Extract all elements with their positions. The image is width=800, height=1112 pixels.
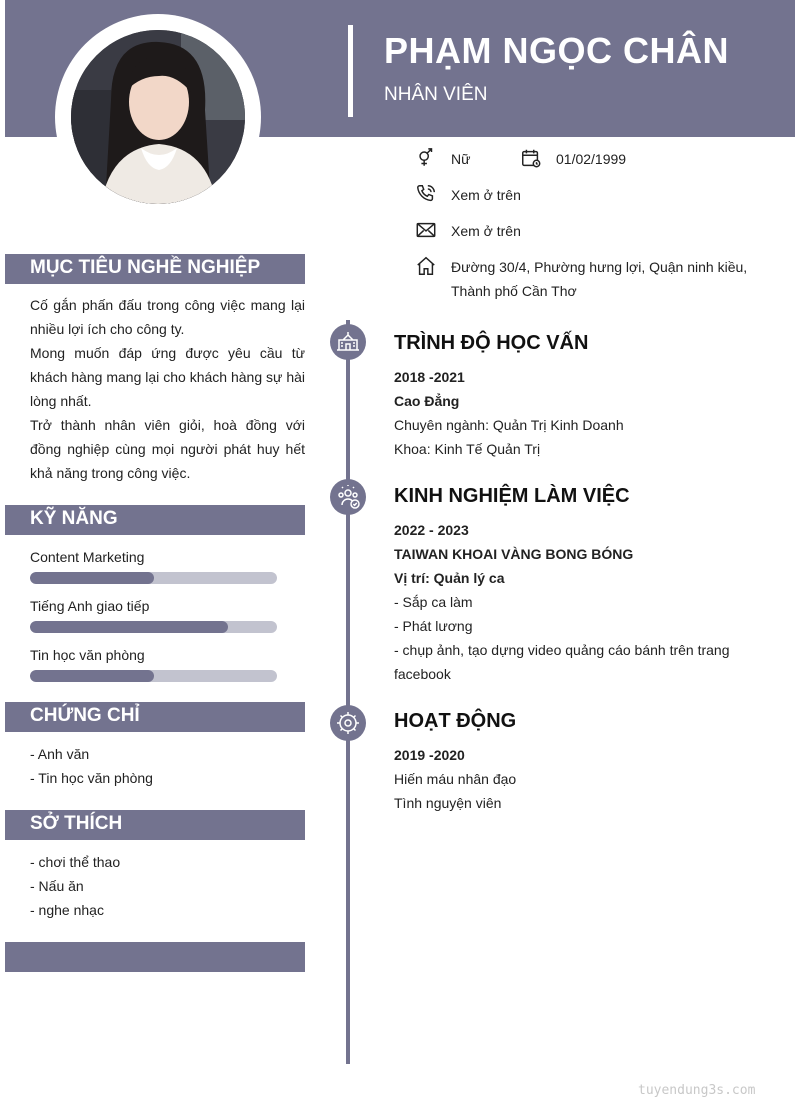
experience-duty: - Phát lương [394,618,473,634]
activity-icon [330,705,366,741]
birthday-value: 01/02/1999 [556,151,627,167]
skill-label: Content Marketing [30,549,145,565]
skill-bar-fill [30,621,228,633]
objective-title: MỤC TIÊU NGHỀ NGHIỆP [30,257,261,278]
team-icon [330,479,366,515]
objective-paragraph: Mong muốn đáp ứng được yêu cầu từ khách hàng mang lại cho khách hàng sự hài lòng nhất. [30,345,305,409]
gender-value: Nữ [451,151,471,167]
education-title: TRÌNH ĐỘ HỌC VẤN [394,332,589,354]
hobbies-title: SỞ THÍCH [30,813,123,834]
phone-value: Xem ở trên [451,187,521,203]
avatar [71,30,245,204]
candidate-name: PHẠM NGỌC CHÂN [384,30,729,71]
home-icon [415,255,437,277]
experience-duty: - Sắp ca làm [394,594,473,610]
name-divider [348,25,353,117]
education-school: Cao Đẳng [394,393,460,409]
certificates-title: CHỨNG CHỈ [30,705,140,726]
experience-title: KINH NGHIỆM LÀM VIỆC [394,485,630,507]
phone-icon [415,183,437,205]
hobby-item: - Nấu ăn [30,878,84,894]
school-icon [330,324,366,360]
hobbies-header [5,810,305,840]
objective-paragraph: Cố gắn phấn đấu trong công việc mang lại nhiều lợi ích cho công ty. [30,297,305,337]
activity-item: Hiến máu nhân đạo [394,771,517,787]
certificates-header [5,702,305,732]
skill-bar-fill [30,670,154,682]
skills-header [5,505,305,535]
gender-icon [415,147,437,169]
address-line-2: Thành phố Cần Thơ [451,283,577,299]
activities-title: HOẠT ĐỘNG [394,710,517,732]
skill-bar [30,572,277,584]
skill-bar-fill [30,572,154,584]
objective-header [5,254,305,284]
empty-section-bar [5,942,305,972]
skill-bar [30,621,277,633]
activity-item: Tình nguyện viên [394,795,502,811]
skill-label: Tin học văn phòng [30,647,145,663]
skill-label: Tiếng Anh giao tiếp [30,598,150,614]
experience-period: 2022 - 2023 [394,522,469,538]
experience-duty: facebook [394,666,451,682]
education-major: Chuyên ngành: Quản Trị Kinh Doanh [394,417,624,433]
activities-period: 2019 -2020 [394,747,465,763]
hobby-item: - nghe nhạc [30,902,104,918]
timeline-line [346,320,350,1064]
address-line-1: Đường 30/4, Phường hưng lợi, Quận ninh kiều, [451,259,748,275]
certificate-item: - Anh văn [30,746,90,762]
education-period: 2018 -2021 [394,369,465,385]
objective-text [30,293,305,485]
experience-position: Vị trí: Quản lý ca [394,570,505,586]
mail-icon [415,219,437,241]
skill-bar [30,670,277,682]
skills-title: KỸ NĂNG [30,508,118,529]
hobby-item: - chơi thể thao [30,854,121,870]
avatar-photo [71,30,245,204]
experience-duty: - chụp ảnh, tạo dựng video quảng cáo bánh trên trang [394,642,730,658]
watermark: tuyendung3s.com [638,1083,756,1098]
experience-company: TAIWAN KHOAI VÀNG BONG BÓNG [394,546,634,562]
education-faculty: Khoa: Kinh Tế Quản Trị [394,441,541,457]
job-title: NHÂN VIÊN [384,84,488,105]
calendar-icon [520,147,542,169]
objective-paragraph: Trở thành nhân viên giỏi, hoà đồng với đồng nghiệp cùng mọi người phát huy hết khả năng trong công việc. [30,417,305,481]
certificate-item: - Tin học văn phòng [30,770,153,786]
email-value: Xem ở trên [451,223,521,239]
